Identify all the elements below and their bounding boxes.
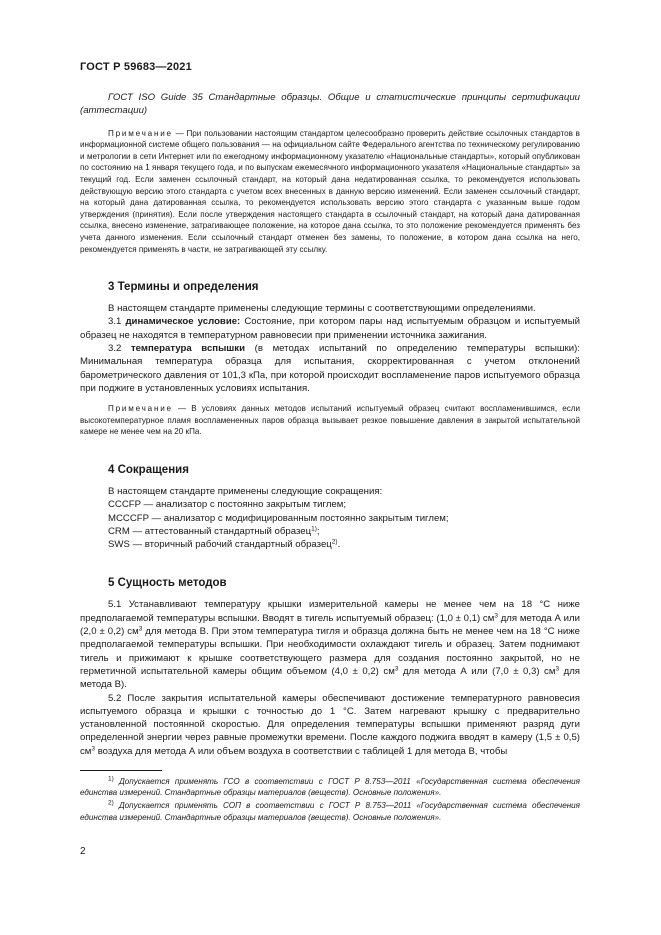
footnote-divider	[80, 770, 162, 771]
section-3-title: 3 Термины и определения	[108, 281, 259, 294]
standard-header: ГОСТ Р 59683—2021	[80, 61, 192, 73]
note-label: Примечание	[108, 404, 173, 414]
abbreviation-mcccfp: MCCCFP — анализатор с модифицированным постоянно закрытым тиглем;	[108, 512, 449, 524]
abbreviation-sws: SWS — вторичный рабочий стандартный образец$^{2)}$.	[108, 538, 341, 551]
paragraph-5-1: 5.1 Устанавливают температуру крышки измерительной камеры не менее чем на 18 °С ниже предполагаемой температуры вспышки. Вводят в тигель испытуемый образец: (1,0 ± 0,1) $см^3$ для метода А или (2,0 ± 0,2) $см^3$ для метода В. При этом температура тигля и образца должна быть не менее чем на 18 °С ниже предполагаемой температуры вспышки. При необходимости охлаждают тигель и образец. Затем поднимают тигель и прижимают к крышке соответствующего размера для создания постоянно закрытой, но не герметичной испытательной камеры общим объемом (4,0 ± 0,2) $см^3$ для метода А или (7,0 ± 0,3) $см^3$ для метода В).	[80, 599, 580, 691]
term-3-1: 3.1 динамическое условие: Состояние, при котором пары над испытуемым образцом и испытуемый образец не находятся в температурном равновесии при применении источника зажигания.	[80, 316, 580, 341]
term-3-1-name: динамическое условие:	[125, 316, 241, 328]
section-3-intro: В настоящем стандарте применены следующие термины с соответствующими определениями.	[108, 303, 536, 315]
section-4-title: 4 Сокращения	[108, 463, 189, 476]
note-label: Примечание	[108, 128, 173, 138]
footnote-1: $^{1)}$ Допускается применять ГСО в соответствии с ГОСТ Р 8.753—2011 «Государственная система обеспечения единства измерений. Стандартные образцы материалов (веществ). Основные положения».	[80, 775, 580, 798]
page-content	[80, 91, 580, 825]
note-text: — В условиях данных методов испытаний испытуемый образец считают воспламенившимся, если высокотемпературное пламя воспламененных паров образца вызывает резкое повышение давления в закрытой испытательной камере не менее чем на 20 кПа.	[80, 404, 580, 437]
section-5-title: 5 Сущность методов	[108, 577, 227, 590]
section-4-intro: В настоящем стандарте применены следующие сокращения:	[108, 485, 383, 497]
term-3-2: 3.2 температура вспышки (в методах испытаний по определению температуры вспышки): Минимальная температура образца для испытания, скорректированная с учетом отклонений барометрического давления от 101,3 кПа, при которой происходит воспламенение паров испытуемого образца при поджиге в установленных условиях испытания.	[80, 343, 580, 394]
page-number: 2	[80, 846, 86, 857]
footnote-ref-2[interactable]: 2)	[331, 538, 338, 546]
footnote-ref-1[interactable]: 1)	[311, 525, 317, 533]
note-term-3-2	[80, 403, 580, 438]
note-references	[80, 128, 580, 256]
footnote-2: $^{2)}$ Допускается применять СОП в соответствии с ГОСТ Р 8.753—2011 «Государственная система обеспечения единства измерений. Стандартные образцы материалов (веществ). Основные положения».	[80, 799, 580, 822]
abbreviation-cccfp: CCCFP — анализатор с постоянно закрытым тиглем;	[108, 499, 347, 511]
term-3-2-name: температура вспышки	[130, 343, 245, 355]
paragraph-5-2: 5.2 После закрытия испытательной камеры обеспечивают достижение температурного равновесия испытуемого образца и крышки с точностью до 1 °С. Затем нагревают крышку с предварительно установленной постоянной скоростью. Для определения температуры вспышки применяют разряд дуги определенной энергии через равные промежутки времени. После каждого поджига вводят в камеру (1,5 ± 0,5) $см^3$ воздуха для метода А или объем воздуха в соответствии с таблицей 1 для метода В, чтобы	[80, 692, 580, 757]
note-text: — При пользовании настоящим стандартом целесообразно проверить действие ссылочных стандартов в информационной системе общего пользования — на официальном сайте Федерального агентства по техническому регулированию и метрологии в сети Интернет или по ежегодному информационному указателю «Национальные стандарты», который опубликован по состоянию на 1 января текущего года, и по выпускам ежемесячного информационного указателя «Национальные стандарты» за текущий год. Если заменен ссылочный стандарт, на который дана недатированная ссылка, то рекомендуется использовать действующую версию этого стандарта с учетом всех внесенных в данную версию изменений. Если заменен ссылочный стандарт, на который дана датированная ссылка, то рекомендуется использовать версию этого стандарта с указанным выше годом утверждения (принятия). Если после утверждения настоящего стандарта в ссылочный стандарт, на который дана датированная ссылка, внесено изменение, затрагивающее положение, на которое дана ссылка, то это положение рекомендуется применять без учета данного изменения. Если ссылочный стандарт отменен без замены, то положение, в котором дана ссылка на него, рекомендуется применять в части, не затрагивающей эту ссылку.	[80, 128, 580, 254]
abbreviation-crm: CRM — аттестованный стандартный образец$^{1)}$;	[108, 525, 320, 537]
normative-reference: ГОСТ ISO Guide 35 Стандартные образцы. Общие и статистические принципы сертификации (аттестации)	[80, 92, 580, 117]
